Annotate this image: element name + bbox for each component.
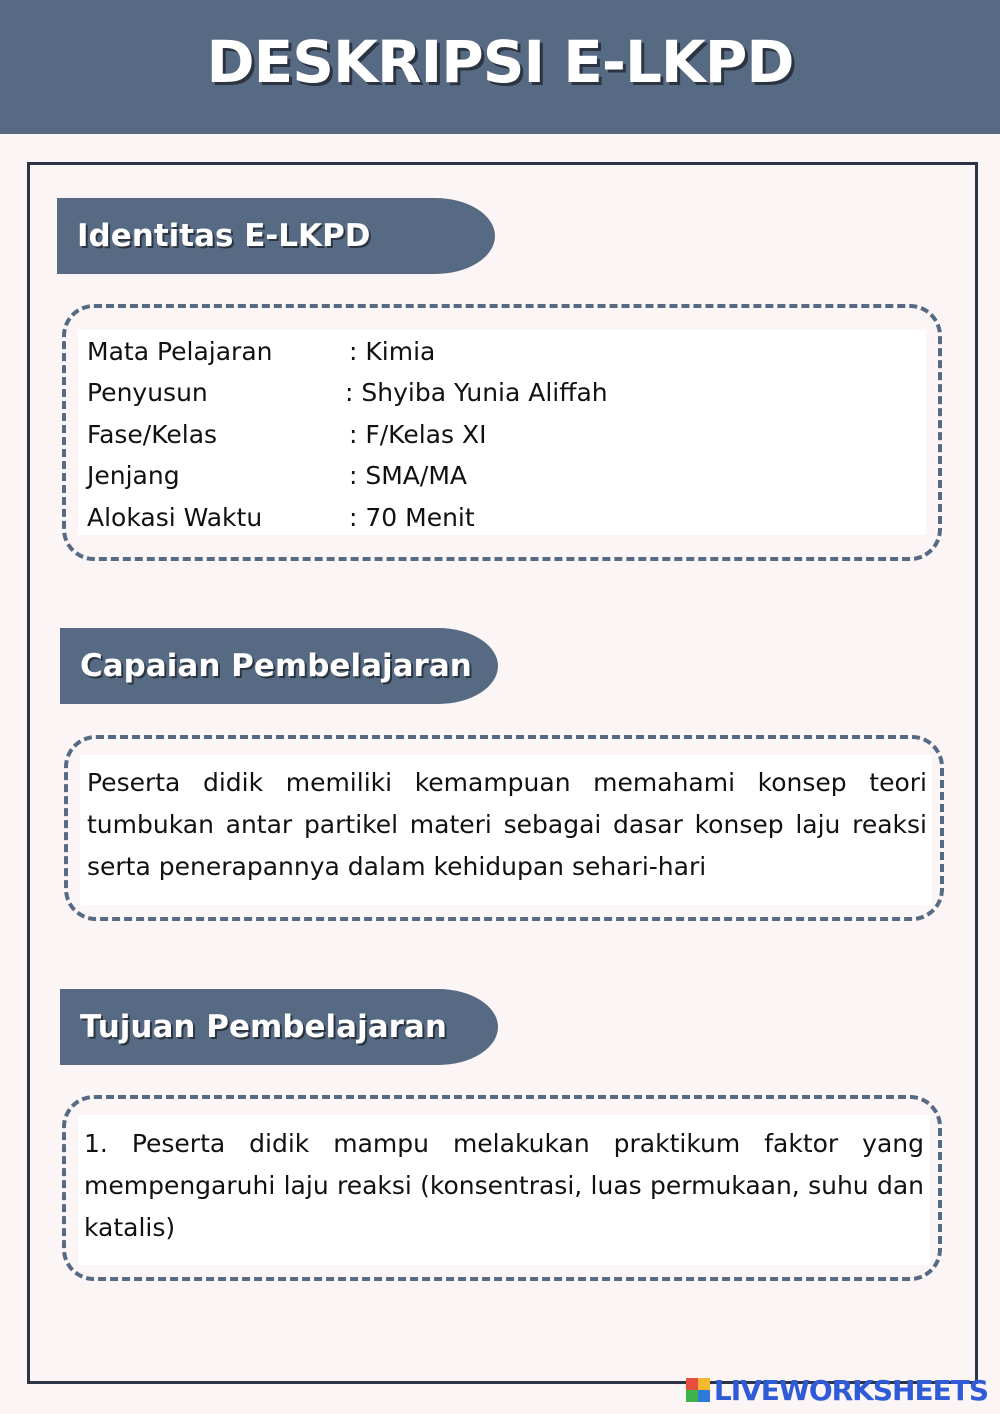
liveworksheets-logo-icon [686, 1378, 710, 1402]
capaian-heading: Capaian Pembelajaran [60, 628, 498, 704]
identity-label: Penyusun [87, 378, 208, 407]
liveworksheets-watermark [686, 1372, 988, 1408]
tujuan-heading: Tujuan Pembelajaran [60, 989, 498, 1065]
identity-label: Alokasi Waktu [87, 503, 263, 532]
identity-value: : Kimia [349, 337, 436, 366]
identity-value: : SMA/MA [349, 461, 468, 490]
capaian-text: Peserta didik memiliki kemampuan memahami konsep teori tumbukan antar partikel materi sebagai dasar konsep laju reaksi serta penerapannya dalam kehidupan sehari-hari [87, 768, 927, 881]
identitas-heading: Identitas E-LKPD [57, 198, 495, 274]
identity-value: : F/Kelas XI [349, 420, 487, 449]
identity-value: : 70 Menit [349, 503, 475, 532]
identity-label: Jenjang [87, 461, 180, 490]
identity-value: : Shyiba Yunia Aliffah [345, 378, 608, 407]
watermark-text: LIVEWORKSHEETS [713, 1373, 988, 1407]
identity-label: Fase/Kelas [87, 420, 218, 449]
page-title: DESKRIPSI E-LKPD [206, 28, 794, 96]
tujuan-text: 1. Peserta didik mampu melakukan praktikum faktor yang mempengaruhi laju reaksi (konsentrasi, luas permukaan, suhu dan katalis) [84, 1129, 924, 1242]
identity-label: Mata Pelajaran [87, 337, 273, 366]
